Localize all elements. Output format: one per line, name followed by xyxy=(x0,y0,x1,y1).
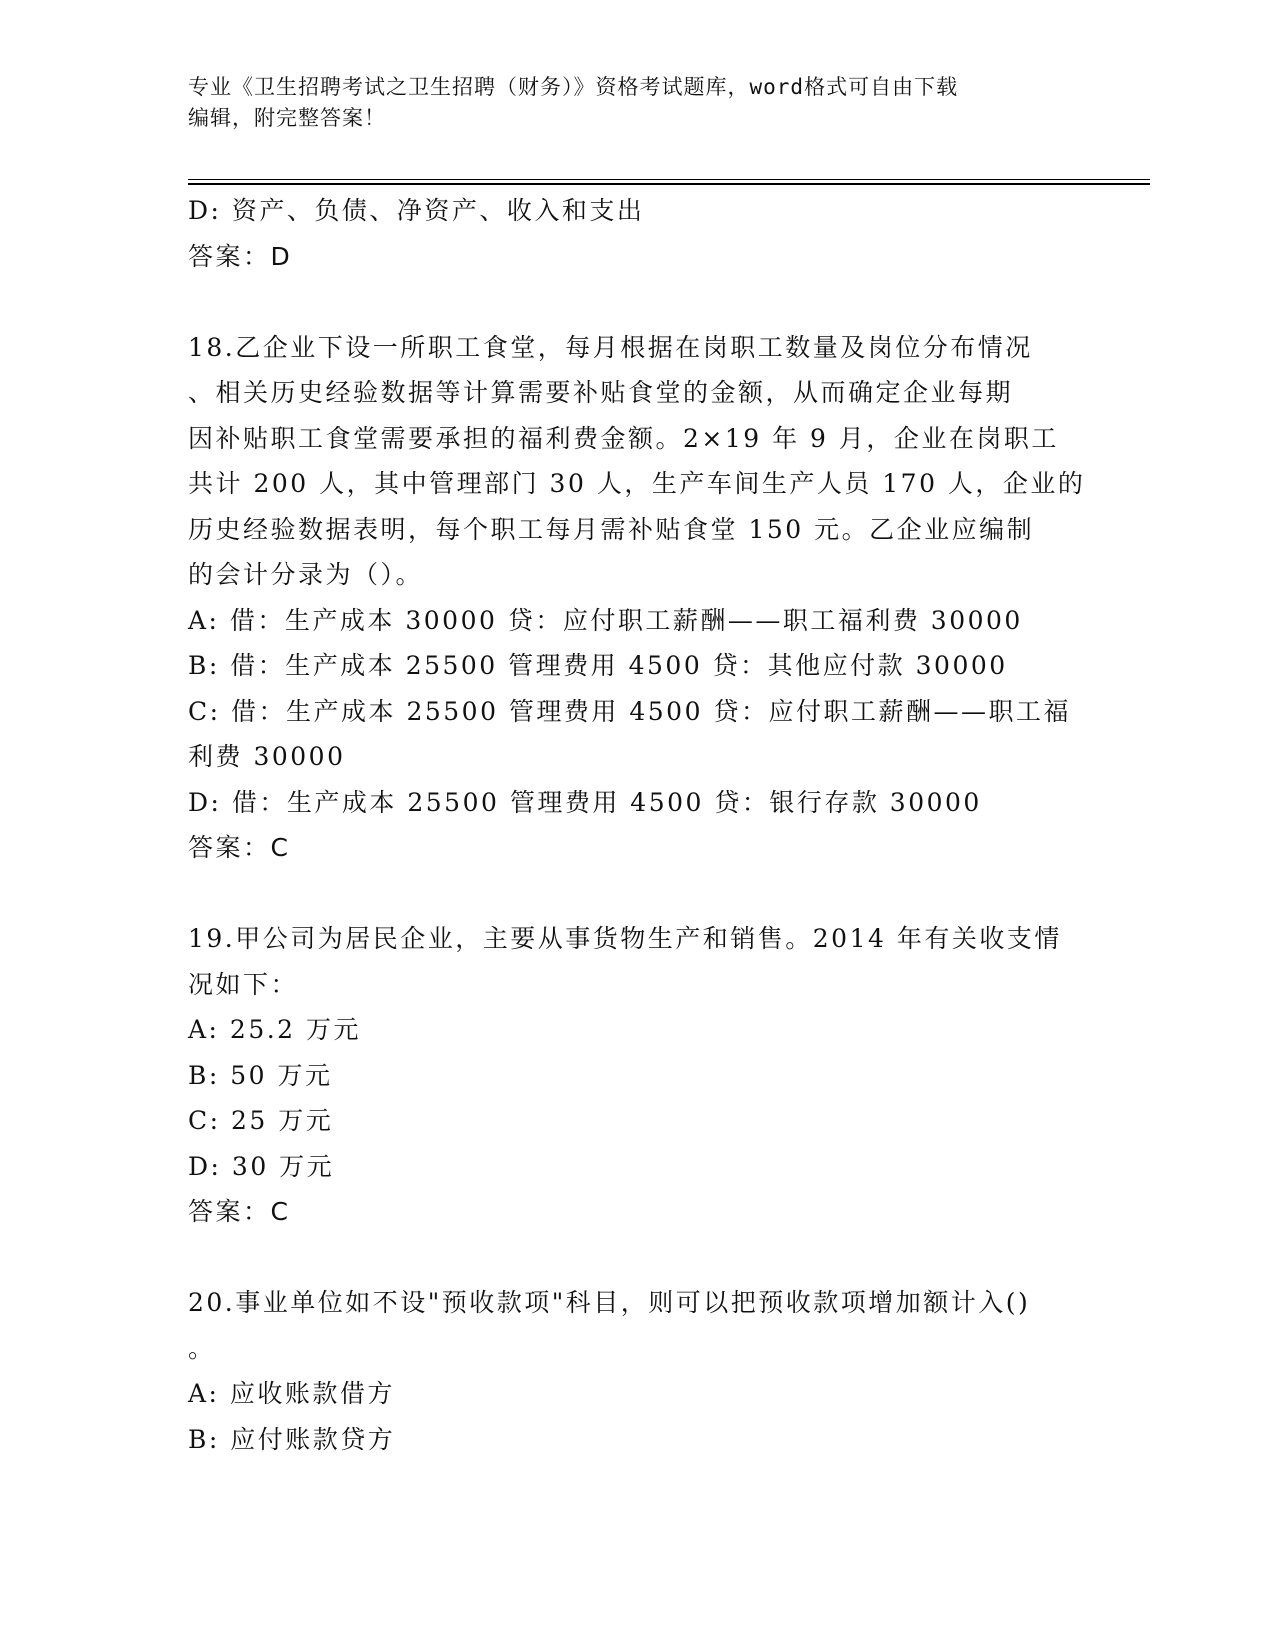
q18-stem-line: 因补贴职工食堂需要承担的福利费金额。2×19 年 9 月，企业在岗职工 xyxy=(188,423,1059,453)
q20-option-b: B: 应付账款贷方 xyxy=(188,1424,396,1454)
spacer xyxy=(188,279,1088,325)
spacer xyxy=(188,1235,1088,1281)
q18-stem xyxy=(188,325,1088,598)
q19-option-a: A: 25.2 万元 xyxy=(188,1015,362,1044)
q19-option-b: B: 50 万元 xyxy=(188,1060,333,1090)
q19-answer: 答案：C xyxy=(188,1197,291,1226)
q18-stem-line: 历史经验数据表明，每个职工每月需补贴食堂 150 元。乙企业应编制 xyxy=(188,514,1035,544)
q19-stem xyxy=(188,916,1088,1007)
q18-option-a: A: 借：生产成本 30000 贷：应付职工薪酬——职工福利费 30000 xyxy=(188,605,1023,635)
header-line-1: 专业《卫生招聘考试之卫生招聘（财务）》资格考试题库，word格式可自由下载 xyxy=(188,75,959,99)
header-line-2: 编辑，附完整答案！ xyxy=(188,106,386,130)
question-content xyxy=(188,188,1088,1462)
q18-option-d: D: 借：生产成本 25500 管理费用 4500 贷：银行存款 30000 xyxy=(188,787,982,817)
q17-option-d: D: 资产、负债、净资产、收入和支出 xyxy=(188,196,645,225)
q18-stem-line: 共计 200 人，其中管理部门 30 人，生产车间生产人员 170 人，企业的 xyxy=(188,469,1086,498)
q17-answer: 答案：D xyxy=(188,241,293,271)
header-divider-thin xyxy=(188,179,1150,180)
q20-stem xyxy=(188,1280,1088,1371)
q19-option-d: D: 30 万元 xyxy=(188,1151,335,1181)
q20-option-a: A: 应收账款借方 xyxy=(188,1379,395,1408)
q18-option-b: B: 借：生产成本 25500 管理费用 4500 贷：其他应付款 30000 xyxy=(188,651,1008,680)
q19-option-c: C: 25 万元 xyxy=(188,1106,334,1135)
document-header xyxy=(188,72,1068,134)
q19-stem-line: 况如下： xyxy=(188,969,299,999)
q18-option-c-line-1: C: 借：生产成本 25500 管理费用 4500 贷：应付职工薪酬——职工福 xyxy=(188,696,1071,726)
q18-stem-line: 18.乙企业下设一所职工食堂，每月根据在岗职工数量及岗位分布情况 xyxy=(188,332,1033,362)
header-divider-thick xyxy=(188,183,1150,185)
q18-option-c-line-2: 利费 30000 xyxy=(188,742,346,771)
q18-stem-line: 的会计分录为（）。 xyxy=(188,560,424,589)
q18-stem-line: 、相关历史经验数据等计算需要补贴食堂的金额，从而确定企业每期 xyxy=(188,378,1014,407)
q20-stem-line: 20.事业单位如不设"预收款项"科目，则可以把预收款项增加额计入() xyxy=(188,1288,1031,1317)
spacer xyxy=(188,871,1088,917)
q19-stem-line: 19.甲公司为居民企业，主要从事货物生产和销售。2014 年有关收支情 xyxy=(188,924,1062,953)
q18-answer: 答案：C xyxy=(188,833,291,862)
q20-stem-line: 。 xyxy=(188,1333,216,1363)
